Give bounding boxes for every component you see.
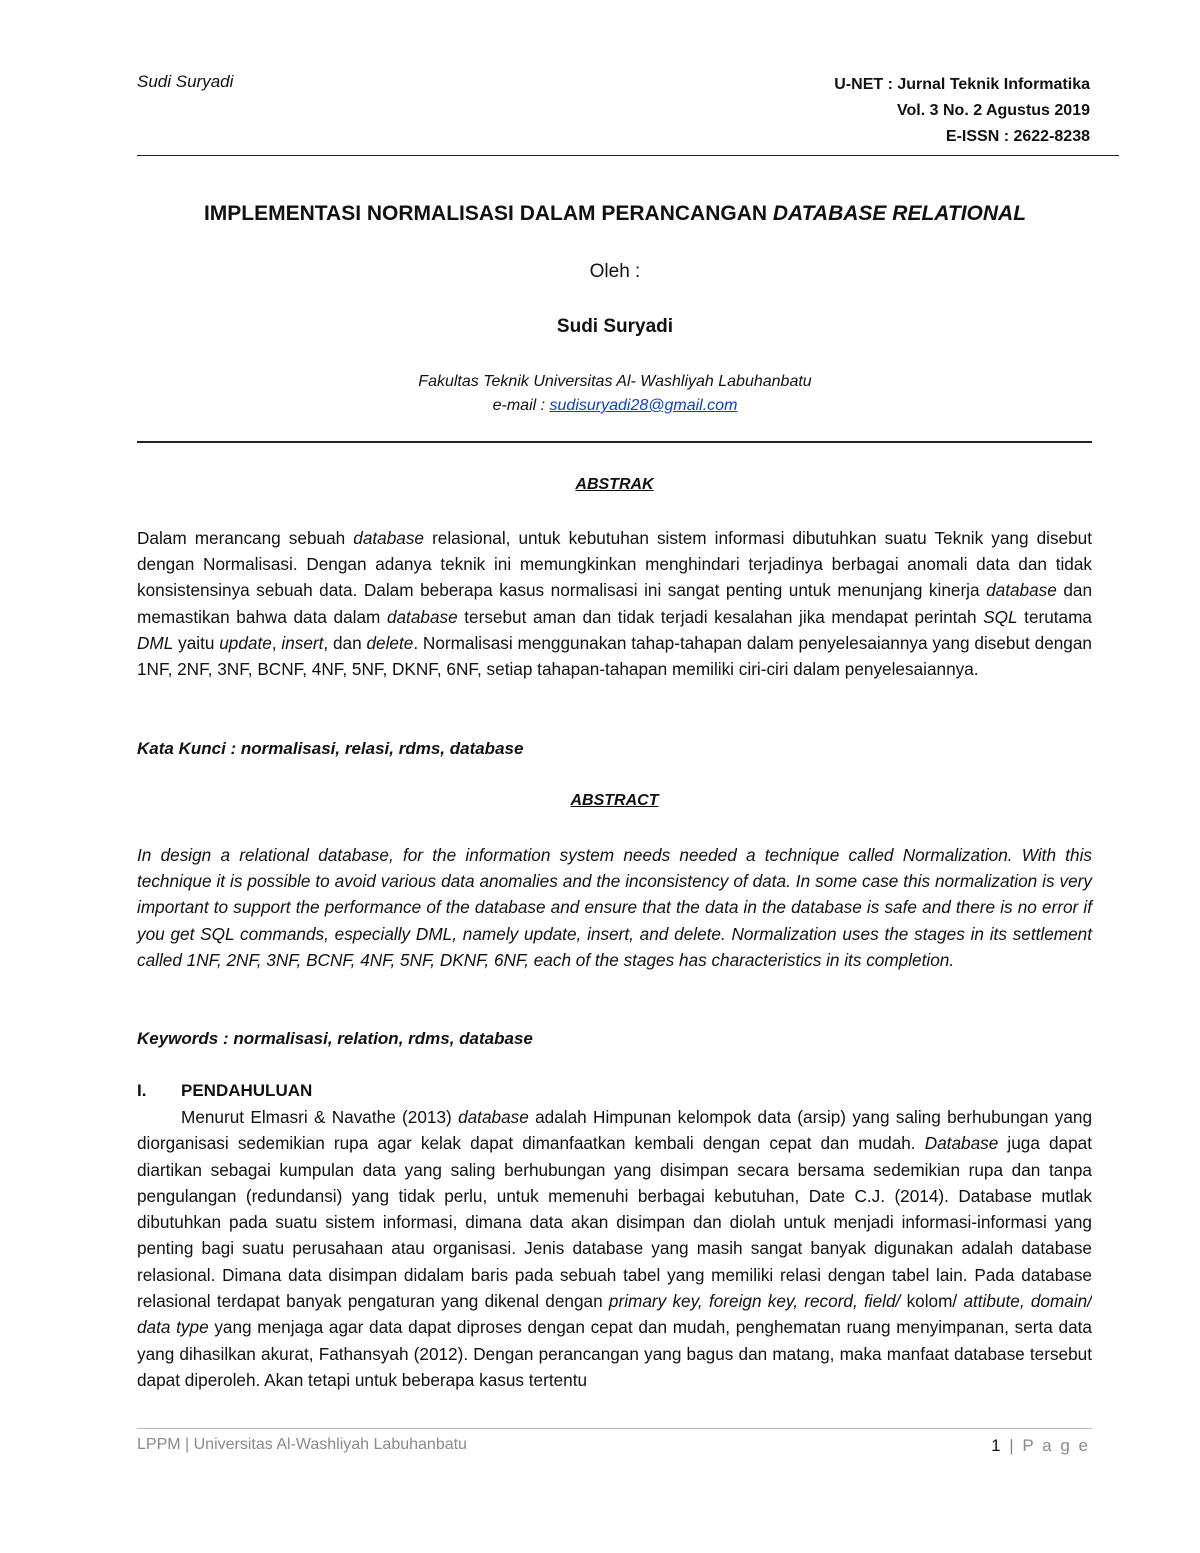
abstrak-text: Dalam merancang sebuah database relasional, untuk kebutuhan sistem informasi dibutuhkan suatu Teknik yang disebut dengan Normalisasi. Dengan adanya teknik ini memungkinkan menghindari terjadinya berbagai anomali data dan tidak konsistensinya sebuah data. Dalam beberapa kasus normalisasi ini sangat penting untuk menunjang kinerja database dan memastikan bahwa data dalam database tersebut aman dan tidak terjadi kesalahan jika mendapat perintah SQL terutama DML yaitu update, insert, dan delete. Normalisasi menggunakan tahap-tahapan dalam penyelesaiannya yang disebut dengan 1NF, 2NF, 3NF, BCNF, 4NF, 5NF, DKNF, 6NF, setiap tahapan-tahapan memiliki ciri-ciri dalam penyelesaiannya. bbox=[137, 528, 1093, 680]
journal-name: U-NET : Jurnal Teknik Informatika bbox=[834, 76, 1090, 93]
journal-volume: Vol. 3 No. 2 Agustus 2019 bbox=[897, 102, 1090, 119]
paper-title bbox=[110, 202, 1120, 226]
section-body-text: Menurut Elmasri & Navathe (2013) database adalah Himpunan kelompok data (arsip) yang saling berhubungan yang diorganisasi sedemikian rupa agar kelak dapat dimanfaatkan kembali dengan cepat dan mudah. Database juga dapat diartikan sebagai kumpulan data yang saling berhubungan yang disimpan secara bersama sedemikian rupa dan tanpa pengulangan (redundansi) yang tidak perlu, untuk memenuhi berbagai kebutuhan, Date C.J. (2014). Database mutlak dibutuhkan pada suatu sistem informasi, dimana data akan disimpan dan diolah untuk menjadi informasi-informasi yang penting bagi suatu perusahaan atau organisasi. Jenis database yang masih sangat banyak digunakan adalah database relasional. Dimana data disimpan didalam baris pada sebuah tabel yang memiliki relasi dengan tabel lain. Pada database relasional terdapat banyak pengaturan yang dikenal dengan primary key, foreign key, record, field/ kolom/ attibute, domain/ data type yang menjaga agar data dapat diproses dengan cepat dan mudah, penghematan ruang menyimpanan, serta data yang dihasilkan akurat, Fathansyah (2012). Dengan perancangan yang bagus dan matang, maka manfaat database tersebut dapat diperoleh. Akan tetapi untuk beberapa kasus tertentu bbox=[137, 1107, 1092, 1390]
paper-title-italic: DATABASE RELATIONAL bbox=[772, 202, 1027, 225]
page-number: 1 bbox=[991, 1436, 1003, 1455]
header-divider bbox=[137, 155, 1119, 156]
paper-title-main: IMPLEMENTASI NORMALISASI DALAM PERANCANGAN bbox=[203, 202, 768, 225]
footer-institution: LPPM | Universitas Al-Washliyah Labuhanbatu bbox=[137, 1436, 467, 1453]
affiliation-block bbox=[110, 370, 1120, 418]
footer-page bbox=[991, 1436, 1090, 1456]
email-line bbox=[110, 394, 1120, 418]
running-header-author: Sudi Suryadi bbox=[137, 72, 234, 91]
abstract-heading: ABSTRACT bbox=[570, 792, 659, 809]
running-header-journal-block bbox=[834, 72, 1090, 150]
author-name: Sudi Suryadi bbox=[556, 316, 674, 337]
journal-issn: E-ISSN : 2622-8238 bbox=[945, 128, 1090, 145]
section-number: I. bbox=[137, 1081, 147, 1100]
abstract-keywords: Keywords : normalisasi, relation, rdms, database bbox=[137, 1029, 533, 1048]
abstrak-keywords: Kata Kunci : normalisasi, relasi, rdms, database bbox=[137, 739, 524, 758]
email-link[interactable]: sudisuryadi28@gmail.com bbox=[549, 397, 738, 414]
section-heading bbox=[137, 1081, 312, 1101]
section-title: PENDAHULUAN bbox=[181, 1081, 313, 1100]
abstrak-heading: ABSTRAK bbox=[575, 476, 654, 493]
abstract-text: In design a relational database, for the information system needs needed a technique called Normalization. With this technique it is possible to avoid various data anomalies and the inconsistency of data. In some case this normalization is very important to support the performance of the database and ensure that the data in the database is safe and there is no error if you get SQL commands, especially DML, namely update, insert, and delete. Normalization uses the stages in its settlement called 1NF, 2NF, 3NF, BCNF, 4NF, 5NF, DKNF, 6NF, each of the stages has characteristics in its completion. bbox=[137, 845, 1092, 970]
page-label: | P a g e bbox=[1009, 1436, 1090, 1455]
email-label: e-mail : bbox=[492, 397, 546, 414]
title-divider bbox=[137, 441, 1092, 443]
oleh-label: Oleh : bbox=[589, 261, 641, 282]
footer-divider bbox=[137, 1428, 1092, 1429]
affiliation: Fakultas Teknik Universitas Al- Washliyah Labuhanbatu bbox=[418, 373, 812, 390]
